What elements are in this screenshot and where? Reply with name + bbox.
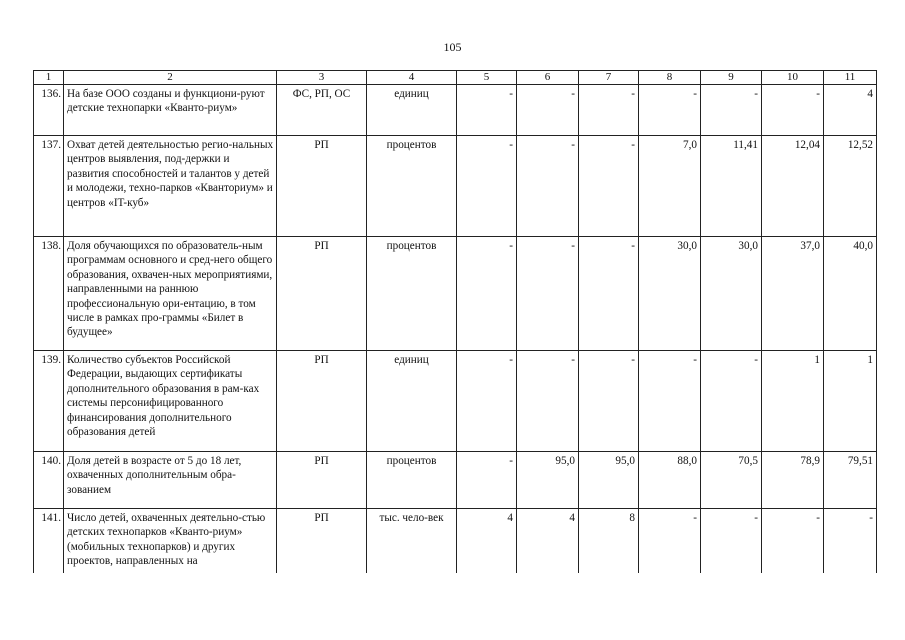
level-cell: РП bbox=[277, 452, 367, 509]
row-number: 138. bbox=[34, 237, 64, 351]
value-cell: - bbox=[639, 509, 701, 573]
table-row bbox=[34, 85, 877, 136]
value-cell: 78,9 bbox=[762, 452, 824, 509]
value-cell: 88,0 bbox=[639, 452, 701, 509]
value-cell: - bbox=[457, 452, 517, 509]
header-cell: 3 bbox=[277, 71, 367, 85]
value-cell: - bbox=[457, 237, 517, 351]
value-cell: - bbox=[517, 351, 579, 452]
value-cell: - bbox=[579, 85, 639, 136]
row-number: 136. bbox=[34, 85, 64, 136]
header-cell: 6 bbox=[517, 71, 579, 85]
indicator-name: Охват детей деятельностью регио-нальных центров выявления, под-держки и развития способностей и талантов у детей и молодежи, техно-парков «Кванториум» и центров «IT-куб» bbox=[64, 136, 277, 237]
value-cell: - bbox=[457, 85, 517, 136]
value-cell: - bbox=[457, 351, 517, 452]
unit-cell: единиц bbox=[367, 351, 457, 452]
header-cell: 10 bbox=[762, 71, 824, 85]
value-cell: 12,04 bbox=[762, 136, 824, 237]
value-cell: 70,5 bbox=[701, 452, 762, 509]
unit-cell: процентов bbox=[367, 136, 457, 237]
value-cell: - bbox=[762, 509, 824, 573]
unit-cell: процентов bbox=[367, 237, 457, 351]
value-cell: - bbox=[639, 85, 701, 136]
value-cell: - bbox=[517, 136, 579, 237]
table-row bbox=[34, 509, 877, 573]
indicator-name: Доля детей в возрасте от 5 до 18 лет, охваченных дополнительным обра-зованием bbox=[64, 452, 277, 509]
unit-cell: тыс. чело-век bbox=[367, 509, 457, 573]
value-cell: 95,0 bbox=[579, 452, 639, 509]
indicator-name: На базе ООО созданы и функциони-руют детские технопарки «Кванто-риум» bbox=[64, 85, 277, 136]
unit-cell: единиц bbox=[367, 85, 457, 136]
indicators-table bbox=[33, 70, 877, 573]
value-cell: 7,0 bbox=[639, 136, 701, 237]
value-cell: 8 bbox=[579, 509, 639, 573]
header-cell: 4 bbox=[367, 71, 457, 85]
indicator-name: Доля обучающихся по образователь-ным программам основного и сред-него общего образования, охвачен-ных мероприятиями, направленными на раннюю профессиональную ори-ентацию, в том числе в рамках про-граммы «Билет в будущее» bbox=[64, 237, 277, 351]
row-number: 139. bbox=[34, 351, 64, 452]
header-cell: 9 bbox=[701, 71, 762, 85]
header-cell: 7 bbox=[579, 71, 639, 85]
value-cell: - bbox=[824, 509, 877, 573]
value-cell: - bbox=[701, 509, 762, 573]
value-cell: - bbox=[579, 351, 639, 452]
value-cell: - bbox=[762, 85, 824, 136]
table-row bbox=[34, 351, 877, 452]
level-cell: РП bbox=[277, 237, 367, 351]
row-number: 140. bbox=[34, 452, 64, 509]
header-cell: 5 bbox=[457, 71, 517, 85]
table-row bbox=[34, 452, 877, 509]
indicator-name: Число детей, охваченных деятельно-стью детских технопарков «Кванто-риум» (мобильных технопарков) и других проектов, направленных на bbox=[64, 509, 277, 573]
value-cell: 1 bbox=[824, 351, 877, 452]
value-cell: 4 bbox=[457, 509, 517, 573]
value-cell: - bbox=[701, 85, 762, 136]
table-row bbox=[34, 237, 877, 351]
table-row bbox=[34, 136, 877, 237]
header-row bbox=[34, 71, 877, 85]
value-cell: 4 bbox=[517, 509, 579, 573]
value-cell: - bbox=[639, 351, 701, 452]
header-cell: 1 bbox=[34, 71, 64, 85]
indicator-name: Количество субъектов Российской Федерации, выдающих сертификаты дополнительного образования в рам-ках системы персонифицированного финансирования дополнительного образования детей bbox=[64, 351, 277, 452]
value-cell: 40,0 bbox=[824, 237, 877, 351]
value-cell: 37,0 bbox=[762, 237, 824, 351]
level-cell: ФС, РП, ОС bbox=[277, 85, 367, 136]
unit-cell: процентов bbox=[367, 452, 457, 509]
page-number: 105 bbox=[443, 40, 462, 54]
value-cell: - bbox=[517, 85, 579, 136]
value-cell: - bbox=[579, 136, 639, 237]
value-cell: 4 bbox=[824, 85, 877, 136]
header-cell: 11 bbox=[824, 71, 877, 85]
value-cell: 95,0 bbox=[517, 452, 579, 509]
value-cell: - bbox=[517, 237, 579, 351]
header-cell: 8 bbox=[639, 71, 701, 85]
value-cell: - bbox=[701, 351, 762, 452]
value-cell: 12,52 bbox=[824, 136, 877, 237]
value-cell: 79,51 bbox=[824, 452, 877, 509]
row-number: 141. bbox=[34, 509, 64, 573]
value-cell: 1 bbox=[762, 351, 824, 452]
value-cell: - bbox=[579, 237, 639, 351]
header-cell: 2 bbox=[64, 71, 277, 85]
value-cell: 11,41 bbox=[701, 136, 762, 237]
value-cell: - bbox=[457, 136, 517, 237]
value-cell: 30,0 bbox=[639, 237, 701, 351]
level-cell: РП bbox=[277, 509, 367, 573]
level-cell: РП bbox=[277, 136, 367, 237]
value-cell: 30,0 bbox=[701, 237, 762, 351]
row-number: 137. bbox=[34, 136, 64, 237]
level-cell: РП bbox=[277, 351, 367, 452]
